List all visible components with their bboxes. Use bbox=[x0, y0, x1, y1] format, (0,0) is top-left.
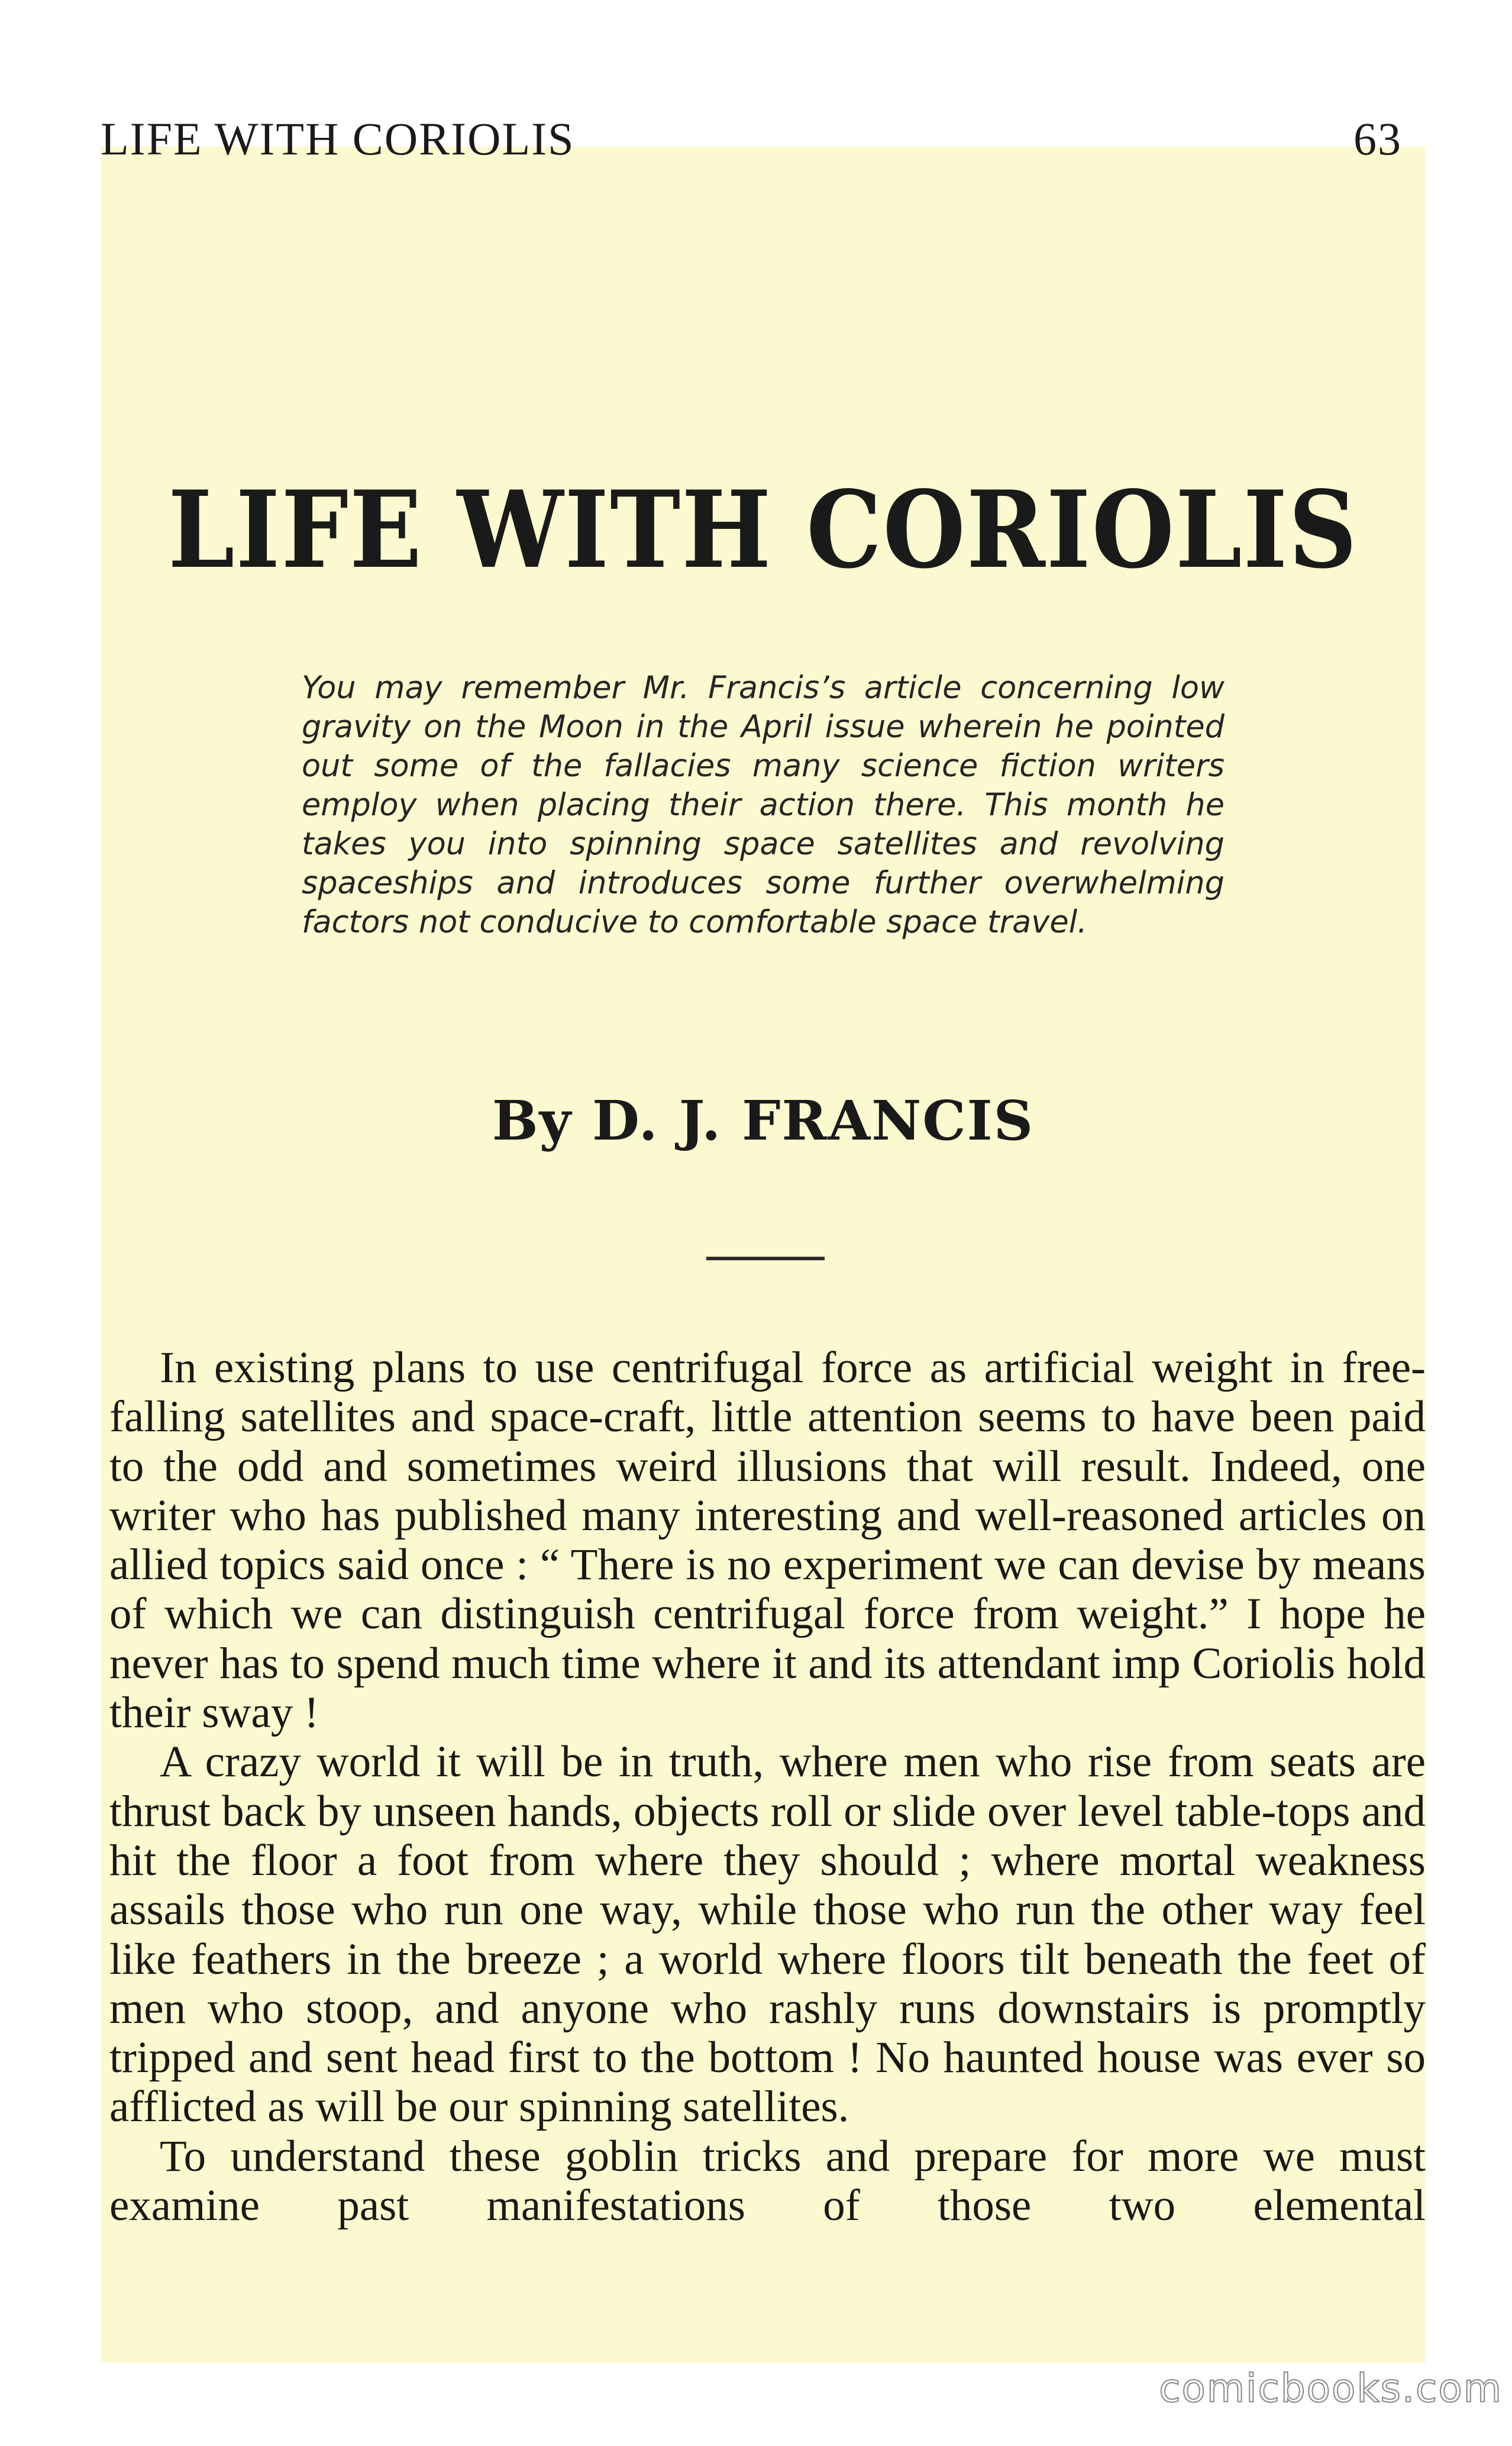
body-paragraph-3: To understand these goblin tricks and prepare for more we must examine past manifestations of those two elemental bbox=[109, 2131, 1426, 2231]
section-divider bbox=[706, 1257, 825, 1260]
watermark: comicbooks.com bbox=[1159, 2366, 1503, 2411]
running-head-title: LIFE WITH CORIOLIS bbox=[101, 113, 575, 164]
article-title: LIFE WITH CORIOLIS bbox=[168, 467, 1358, 592]
body-paragraph-2: A crazy world it will be in truth, where men who rise from seats are thrust back by unseen hands, objects roll or slide over level table-tops and hit the floor a foot from where they should ; where mortal weakness assails those who run one way, while those who run the other way feel like feathers in the breeze ; a world where floors tilt beneath the feet of men who stoop, and anyone who rashly runs downstairs is promptly tripped and sent head first to the bottom ! No haunted house was ever so afflicted as will be our spinning satellites. bbox=[109, 1737, 1426, 2132]
article-body bbox=[109, 1343, 1426, 2230]
byline: By D. J. FRANCIS bbox=[492, 1089, 1035, 1153]
running-head bbox=[101, 112, 1402, 172]
body-paragraph-1: In existing plans to use centrifugal force as artificial weight in free-falling satellites and space-craft, little attention seems to have been paid to the odd and sometimes weird illusions that will result. Indeed, one writer who has published many interesting and well-reasoned articles on allied topics said once : “ There is no experiment we can devise by means of which we can distinguish centrifugal force from weight.” I hope he never has to spend much time where it and its attendant imp Coriolis hold their sway ! bbox=[109, 1343, 1426, 1738]
page-number: 63 bbox=[1353, 113, 1402, 164]
article-intro: You may remember Mr. Francis’s article concerning low gravity on the Moon in the April issue wherein he pointed out some of the fallacies many science fiction writers employ when placing their action there. This month he takes you into spinning space satellites and revolving spaceships and introduces some further overwhelming factors not conducive to comfortable space travel. bbox=[302, 670, 1225, 940]
